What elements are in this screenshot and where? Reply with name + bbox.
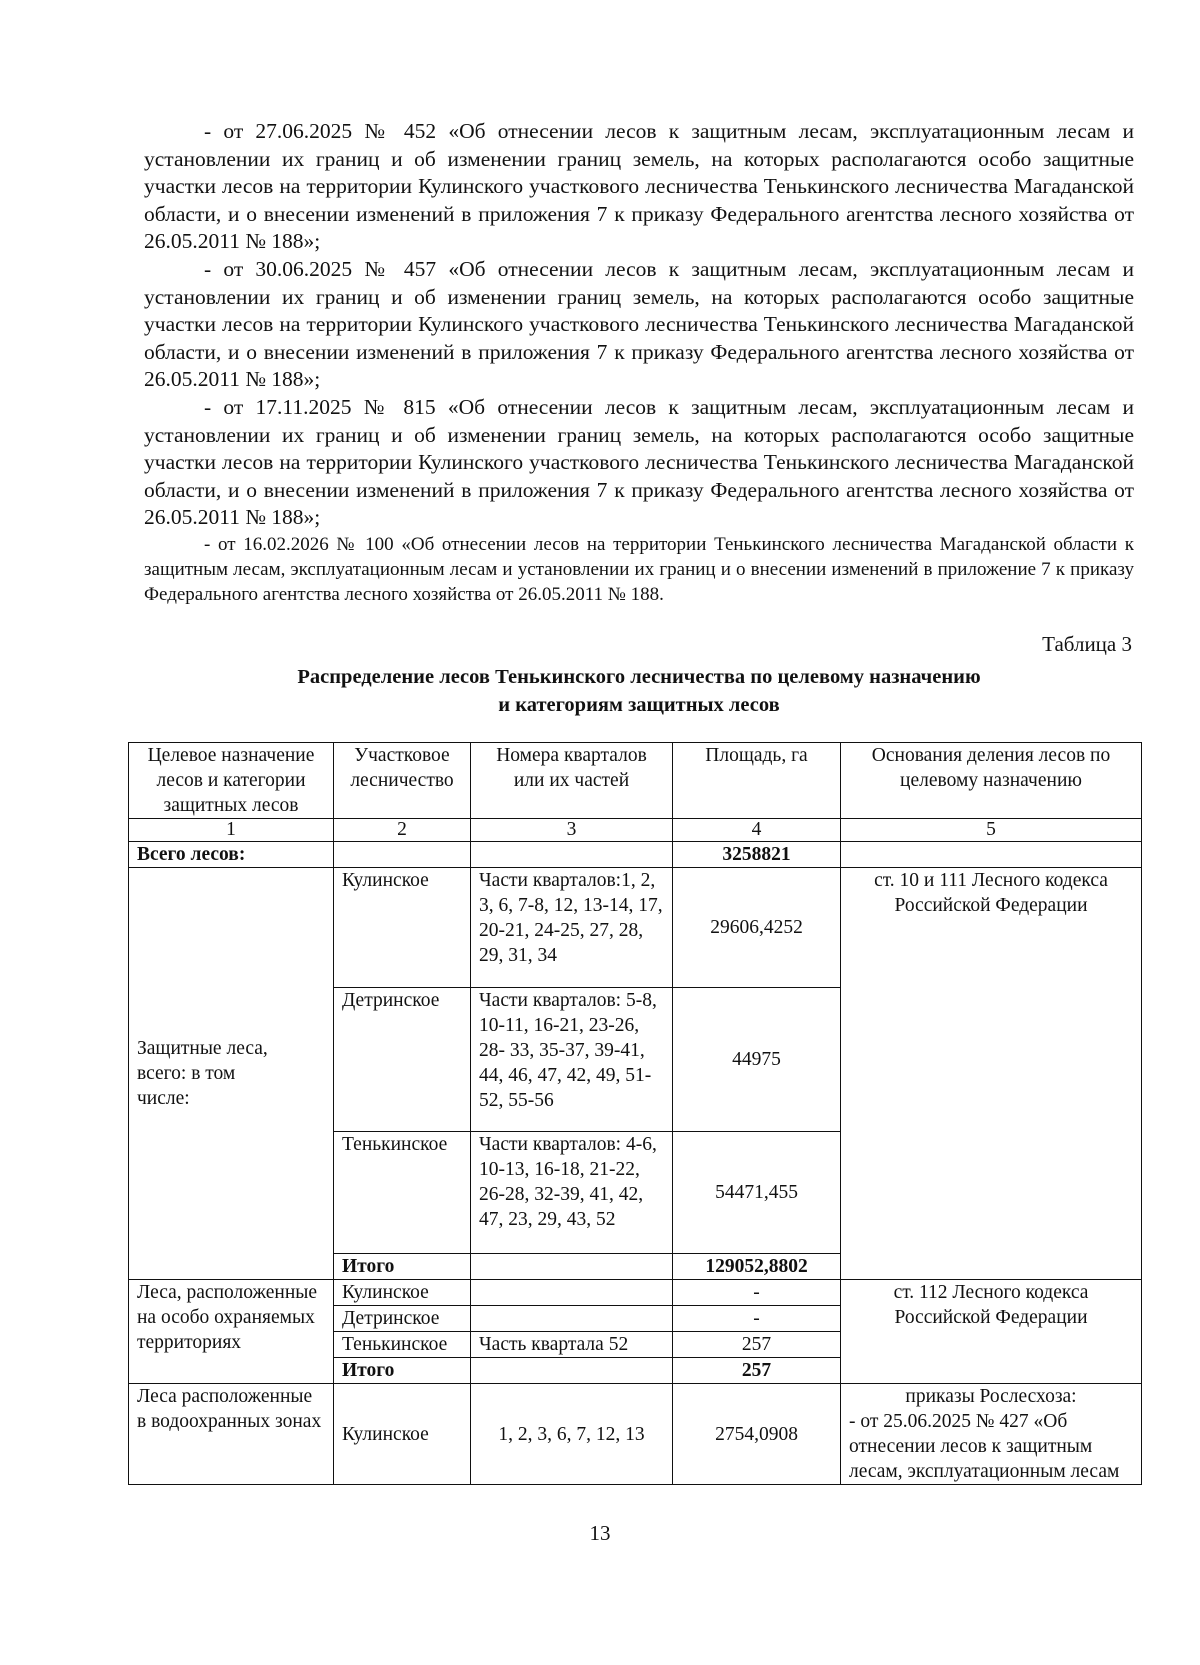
total-forests-row <box>129 842 1142 868</box>
table-title-line-1: Распределение лесов Тенькинского лесничества по целевому назначению <box>297 666 981 688</box>
subtotal-label: Итого <box>334 1254 471 1280</box>
district-cell: Детринское <box>334 988 471 1132</box>
district-cell: Кулинское <box>334 868 471 988</box>
area-cell: 54471,455 <box>673 1132 841 1254</box>
column-number: 5 <box>841 819 1142 842</box>
table-row <box>129 868 1142 988</box>
area-cell: 29606,4252 <box>673 868 841 988</box>
column-number-row <box>129 819 1142 842</box>
empty-cell <box>471 1254 673 1280</box>
empty-cell <box>841 842 1142 868</box>
district-cell: Кулинское <box>334 1280 471 1306</box>
quarters-cell: Части кварталов: 5-8, 10-11, 16-21, 23-26, 28- 33, 35-37, 39-41, 44, 46, 47, 42, 49, 51-52, 55-56 <box>471 988 673 1132</box>
quarters-cell <box>471 1306 673 1332</box>
area-cell: - <box>673 1280 841 1306</box>
oopt-basis: ст. 112 Лесного кодекса Российской Федерации <box>841 1280 1142 1384</box>
basis-line: - от 25.06.2025 № 427 «Об отнесении лесов к защитным лесам, эксплуатационным лесам <box>849 1411 1120 1482</box>
paragraph-text: - от 30.06.2025 № 457 «Об отнесении лесов к защитным лесам, эксплуатационным лесам и установлении их границ и об изменении границ земель, на которых располагаются особо защитные участки лесов на территории Кулинского участкового лесничества Тенькинского лесничества Магаданской области, и о внесении изменений в приложения 7 к приказу Федерального агентства лесного хозяйства от 26.05.2011 № 188»; <box>144 257 1134 391</box>
district-cell: Детринское <box>334 1306 471 1332</box>
paragraph-text: - от 27.06.2025 № 452 «Об отнесении лесов к защитным лесам, эксплуатационным лесам и установлении их границ и об изменении границ земель, на которых располагаются особо защитные участки лесов на территории Кулинского участкового лесничества Тенькинского лесничества Магаданской области, и о внесении изменений в приложения 7 к приказу Федерального агентства лесного хозяйства от 26.05.2011 № 188»; <box>144 119 1134 253</box>
district-cell: Тенькинское <box>334 1132 471 1254</box>
page-number: 13 <box>589 1521 611 1545</box>
empty-cell <box>471 842 673 868</box>
category-text: Защитные леса, всего: в том числе: <box>137 1038 268 1109</box>
water-zone-row <box>129 1384 1142 1485</box>
table-title <box>144 663 1134 719</box>
district-cell: Тенькинское <box>334 1332 471 1358</box>
water-basis <box>841 1384 1142 1485</box>
total-forests-area: 3258821 <box>673 842 841 868</box>
area-cell: 2754,0908 <box>673 1384 841 1485</box>
district-cell: Кулинское <box>334 1384 471 1485</box>
protective-category <box>129 868 334 1280</box>
forest-distribution-table <box>128 742 1142 1485</box>
column-number: 1 <box>129 819 334 842</box>
water-category: Леса расположенные в водоохранных зонах <box>129 1384 334 1485</box>
oopt-category: Леса, расположенные на особо охраняемых территориях <box>129 1280 334 1384</box>
column-number: 3 <box>471 819 673 842</box>
quarters-cell: Части кварталов: 4-6, 10-13, 16-18, 21-22, 26-28, 32-39, 41, 42, 47, 23, 29, 43, 52 <box>471 1132 673 1254</box>
area-cell: 257 <box>673 1332 841 1358</box>
protective-basis: ст. 10 и 111 Лесного кодекса Российской Федерации <box>841 868 1142 1280</box>
quarters-cell: Части кварталов:1, 2, 3, 6, 7-8, 12, 13-14, 17, 20-21, 24-25, 27, 28, 29, 31, 34 <box>471 868 673 988</box>
column-number: 2 <box>334 819 471 842</box>
paragraph-order-452 <box>144 118 1134 256</box>
header-district: Участковое лесничество <box>334 743 471 819</box>
paragraph-order-100 <box>144 532 1134 607</box>
basis-line: приказы Рослесхоза: <box>905 1386 1077 1407</box>
area-cell: 44975 <box>673 988 841 1132</box>
quarters-cell: Часть квартала 52 <box>471 1332 673 1358</box>
empty-cell <box>471 1358 673 1384</box>
column-number: 4 <box>673 819 841 842</box>
area-cell: - <box>673 1306 841 1332</box>
paragraph-order-815 <box>144 394 1134 532</box>
table-row <box>129 1280 1142 1306</box>
header-area: Площадь, га <box>673 743 841 819</box>
subtotal-label: Итого <box>334 1358 471 1384</box>
total-forests-label: Всего лесов: <box>129 842 334 868</box>
paragraph-text: - от 17.11.2025 № 815 «Об отнесении лесов к защитным лесам, эксплуатационным лесам и установлении их границ и об изменении границ земель, на которых располагаются особо защитные участки лесов на территории Кулинского участкового лесничества Тенькинского лесничества Магаданской области, и о внесении изменений в приложения 7 к приказу Федерального агентства лесного хозяйства от 26.05.2011 № 188»; <box>144 395 1134 529</box>
quarters-cell: 1, 2, 3, 6, 7, 12, 13 <box>471 1384 673 1485</box>
quarters-cell <box>471 1280 673 1306</box>
subtotal-area: 257 <box>673 1358 841 1384</box>
empty-cell <box>334 842 471 868</box>
subtotal-area: 129052,8802 <box>673 1254 841 1280</box>
paragraph-order-457 <box>144 256 1134 394</box>
table-title-line-2: и категориям защитных лесов <box>498 694 780 716</box>
paragraph-text: - от 16.02.2026 № 100 «Об отнесении лесов на территории Тенькинского лесничества Магаданской области к защитным лесам, эксплуатационным лесам и установлении их границ и о внесении изменений в приложение 7 к приказу Федерального агентства лесного хозяйства от 26.05.2011 № 188. <box>144 534 1134 605</box>
header-quarters: Номера кварталов или их частей <box>471 743 673 819</box>
table-header-row <box>129 743 1142 819</box>
table-label: Таблица 3 <box>1042 632 1132 656</box>
header-purpose: Целевое назначение лесов и категории защитных лесов <box>129 743 334 819</box>
header-basis: Основания деления лесов по целевому назначению <box>841 743 1142 819</box>
